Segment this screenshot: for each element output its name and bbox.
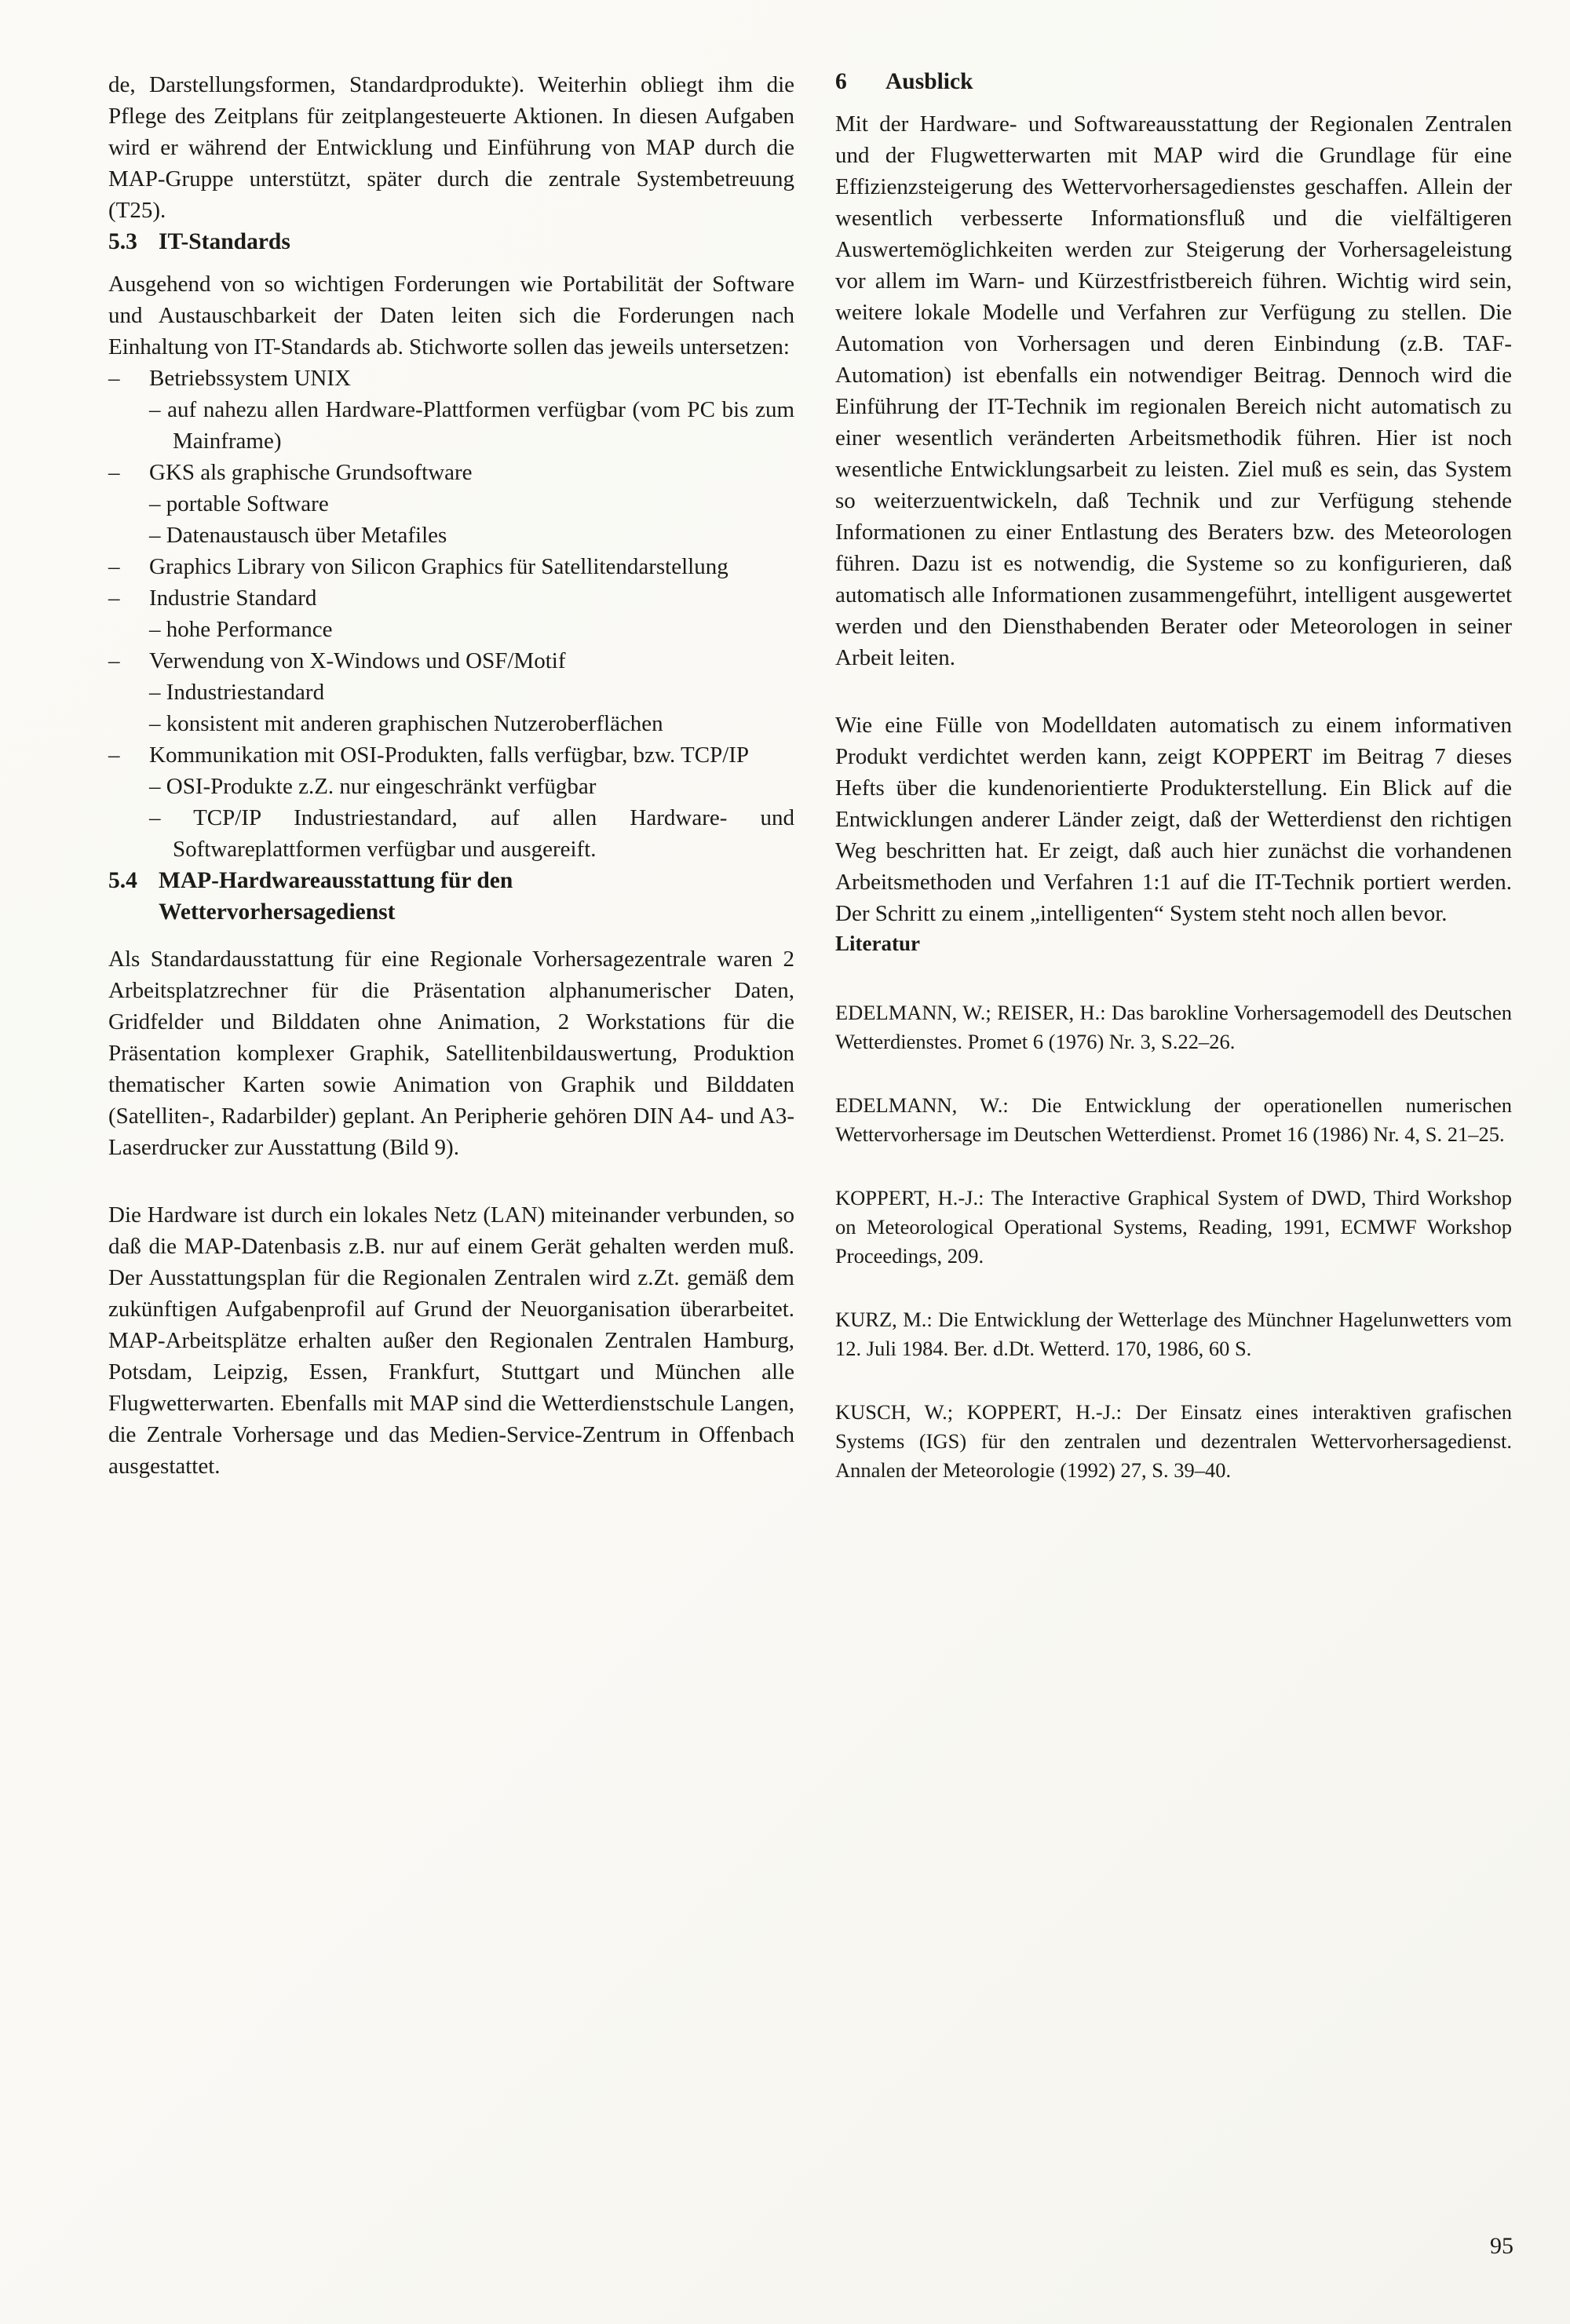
list-item-body [149,582,794,645]
reference-entry: KOPPERT, H.-J.: The Interactive Graphical System of DWD, Third Workshop on Meteorological Operational Systems, Reading, 1991, ECMWF Workshop Proceedings, 209. [835,1186,1512,1268]
dash-marker: – [108,554,120,579]
list-item [108,457,794,551]
section-heading-map-hardware [108,865,794,928]
reference-entry: EDELMANN, W.: Die Entwicklung der operationellen numerischen Wettervorhersage im Deutschen Wetterdienst. Promet 16 (1986) Nr. 4, S. 21–25. [835,1093,1512,1146]
list-subitem: – auf nahezu allen Hardware-Plattformen verfügbar (vom PC bis zum Mainframe) [149,397,794,454]
list-item [108,582,794,645]
section-number: 5.4 [108,868,137,893]
section-6-paragraph: Wie eine Fülle von Modelldaten automatisch zu einem informativen Produkt verdichtet werden kann, zeigt KOPPERT im Beitrag 7 dieses Hefts über die kundenorientierte Produkterstellung. Ein Blick auf die Entwicklungen anderer Länder zeigt, daß der Wetterdienst den richtigen Weg beschritten hat. Er zeigt, daß auch hier zunächst die vorhandenen Arbeitsmethoden und Verfahren 1:1 auf die IT-Technik portiert werden. Der Schritt zu einem „intelligenten“ System steht noch allen bevor. [835,713,1512,926]
list-item-text: Kommunikation mit OSI-Produkten, falls verfügbar, bzw. TCP/IP [149,742,750,768]
dash-marker: – [108,648,120,673]
list-item-text: Graphics Library von Silicon Graphics für Satellitendarstellung [149,554,728,579]
list-item-body [149,363,794,457]
section-heading-ausblick [835,66,1512,97]
list-item-text: GKS als graphische Grundsoftware [149,460,473,485]
list-subitem: – Industriestandard [149,680,325,705]
dash-marker: – [108,366,120,391]
section-title: Ausblick [885,69,973,94]
section-number: 5.3 [108,229,137,254]
dash-marker: – [108,742,120,768]
list-item-body [149,551,794,582]
list-item [108,645,794,739]
list-item-body [149,645,794,739]
list-item [108,363,794,457]
list-subitem: – hohe Performance [149,617,333,642]
list-subitem: – OSI-Produkte z.Z. nur eingeschränkt verfügbar [149,774,597,799]
reference-entry: EDELMANN, W.; REISER, H.: Das barokline Vorhersagemodell des Deutschen Wetterdienstes. Promet 6 (1976) Nr. 3, S.22–26. [835,1001,1512,1053]
reference-entry: KUSCH, W.; KOPPERT, H.-J.: Der Einsatz eines interaktiven grafischen Systems (IGS) für den zentralen und dezentralen Wettervorhersagedienst. Annalen der Meteorologie (1992) 27, S. 39–40. [835,1400,1512,1482]
section-5-3-intro-paragraph: Ausgehend von so wichtigen Forderungen wie Portabilität der Software und Austauschbarkeit der Daten leiten sich die Forderungen nach Einhaltung von IT-Standards ab. Stichworte sollen das jeweils untersetzen: [108,272,794,359]
list-subitem: – Datenaustausch über Metafiles [149,523,447,548]
section-5-4-paragraph: Als Standardausstattung für eine Regionale Vorhersagezentrale waren 2 Arbeitsplatzrechner für die Präsentation alphanumerischer Daten, Gridfelder und Bilddaten ohne Animation, 2 Workstations für die Präsentation komplexer Graphik, Satellitenbildauswertung, Produktion thematischer Karten sowie Animation von Graphik und Bilddaten (Satelliten-, Radarbilder) geplant. An Peripherie gehören DIN A4- und A3-Laserdrucker zur Ausstattung (Bild 9). [108,947,794,1160]
page-number: 95 [1490,2233,1513,2259]
list-subitem: – TCP/IP Industriestandard, auf allen Hardware- und Softwareplattformen verfügbar und ausgereift. [149,805,794,862]
section-title: MAP-Hardwareausstattung für den Wettervorhersagedienst [159,868,513,925]
literature-heading: Literatur [835,932,920,955]
reference-entry: KURZ, M.: Die Entwicklung der Wetterlage des Münchner Hagelunwetters vom 12. Juli 1984. Ber. d.Dt. Wetterd. 170, 1986, 60 S. [835,1308,1512,1360]
section-5-4-paragraph: Die Hardware ist durch ein lokales Netz (LAN) miteinander verbunden, so daß die MAP-Datenbasis z.B. nur auf einem Gerät gehalten werden muß. Der Ausstattungsplan für die Regionalen Zentralen wird z.Zt. gemäß dem zukünftigen Aufgabenprofil auf Grund der Neuorganisation überarbeitet. MAP-Arbeitsplätze erhalten außer den Regionalen Zentralen Hamburg, Potsdam, Leipzig, Essen, Frankfurt, Stuttgart und München alle Flugwetterwarten. Ebenfalls mit MAP sind die Wetterdienstschule Langen, die Zentrale Vorhersage und das Medien-Service-Zentrum in Offenbach ausgestattet. [108,1202,794,1479]
right-column [835,66,1512,1485]
list-subitem: – konsistent mit anderen graphischen Nutzeroberflächen [149,711,663,736]
section-title: IT-Standards [159,229,290,254]
list-item [108,551,794,582]
continuation-paragraph: de, Darstellungsformen, Standardprodukte). Weiterhin obliegt ihm die Pflege des Zeitplans für zeitplangesteuerte Aktionen. In diesen Aufgaben wird er während der Entwicklung und Einführung von MAP durch die MAP-Gruppe unterstützt, später durch die zentrale Systembetreuung (T25). [108,72,794,223]
left-column [108,69,794,1482]
list-item-text: Industrie Standard [149,586,317,611]
list-item-body [149,739,794,865]
list-item [108,739,794,865]
list-subitem: – portable Software [149,491,329,516]
section-heading-it-standards [108,226,794,257]
section-6-paragraph: Mit der Hardware- und Softwareausstattung der Regionalen Zentralen und der Flugwetterwarten mit MAP wird die Grundlage für eine Effizienzsteigerung des Wettervorhersagedienstes geschaffen. Allein der wesentlich verbesserte Informationsfluß und die vielfältigeren Auswertemöglichkeiten werden zur Steigerung der Vorhersageleistung vor allem im Warn- und Kürzestfristbereich führen. Wichtig wird sein, weitere lokale Modelle und Verfahren zur Verfügung zu stellen. Die Automation von Vorhersagen und deren Einbindung (z.B. TAF-Automation) ist ebenfalls ein notwendiger Beitrag. Dennoch wird die Einführung der IT-Technik im regionalen Bereich nicht automatisch zu einer wesentlich veränderten Arbeitsmethodik führen. Hier ist noch wesentliche Entwicklungsarbeit zu leisten. Ziel muß es sein, das System so weiterzuentwickeln, daß Technik und zur Verfügung stehende Informationen zu einer Entlastung des Beraters bzw. des Meteorologen führen. Dazu ist es notwendig, die Systeme so zu konfigurieren, daß automatisch alle Informationen zusammengeführt, intelligent ausgewertet werden und den Diensthabenden Berater oder Meteorologen in seiner Arbeit leiten. [835,111,1512,670]
list-item-text: Verwendung von X-Windows und OSF/Motif [149,648,566,673]
it-standards-list [108,363,794,865]
list-item-text: Betriebssystem UNIX [149,366,351,391]
section-number: 6 [835,69,847,94]
list-item-body [149,457,794,551]
dash-marker: – [108,460,120,485]
dash-marker: – [108,586,120,611]
